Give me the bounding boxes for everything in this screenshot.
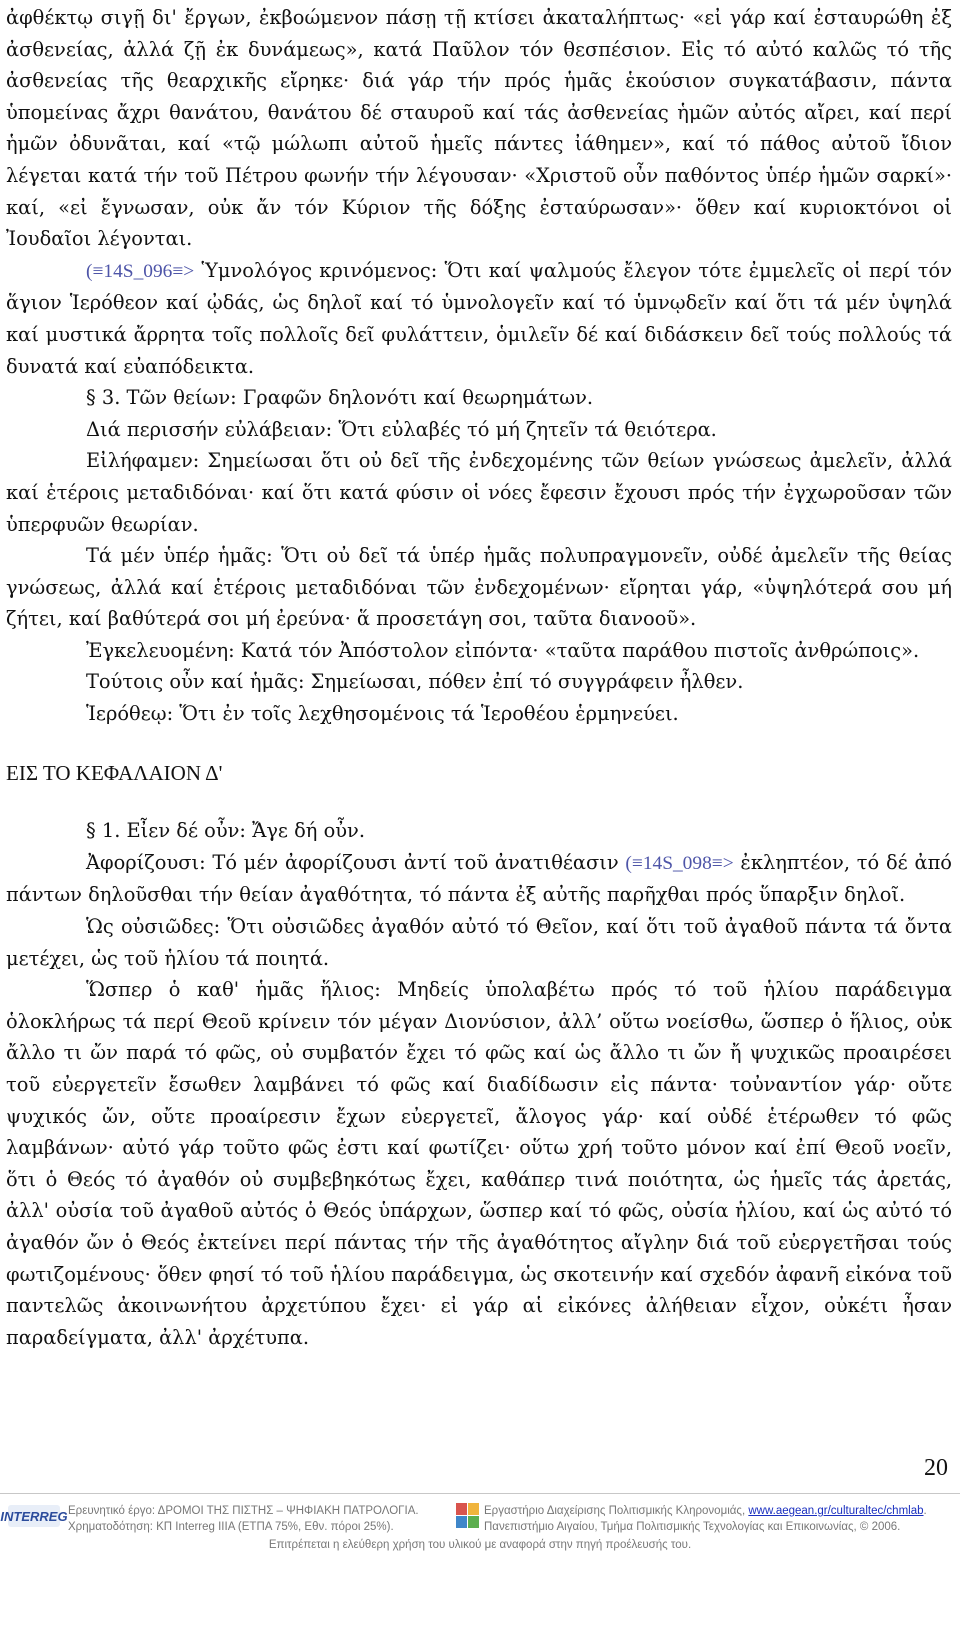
paragraph: Τά μέν ὑπέρ ἡμᾶς: Ὅτι οὐ δεῖ τά ὑπέρ ἡμᾶς πολυπραγμονεῖν, οὐδέ ἀμελεῖν τῆς θείας γνώσεως, ἀλλά καί ἑτέροις μεταδιδόναι τῶν ἐνδεχομένων· εἴρηται γάρ, «ὑψηλότερά σου μή ζήτει, καί βαθύτερά σοι μή ἐρεύνα· ἅ προσετάγη σοι, ταῦτα διανοοῦ». [6,544,952,631]
lab-website-link[interactable]: www.aegean.gr/culturaltec/chmlab [748,1505,924,1517]
interreg-logo: INTERREG [8,1505,60,1527]
footer-project-text: Ερευνητικό έργο: ΔΡΟΜΟΙ ΤΗΣ ΠΙΣΤΗΣ – ΨΗΦΙΑΚΗ ΠΑΤΡΟΛΟΓΙΑ. [68,1505,419,1517]
footer-lab-name: Εργαστήριο Διαχείρισης Πολιτισμικής Κληρονομιάς, [484,1505,749,1517]
reference-marker: (≡14S_096≡> [86,260,195,282]
paragraph: Τούτοις οὖν καί ἡμᾶς: Σημείωσαι, πόθεν ἐπί τό συγγράφειν ἦλθεν. [86,670,744,694]
paragraph: Διά περισσήν εὐλάβειαν: Ὅτι εὐλαβές τό μή ζητεῖν τά θειότερα. [86,417,717,441]
body-text [6,2,952,1353]
paragraph [6,255,952,382]
paragraph-text: Ὑμνολόγος κρινόμενος: Ὅτι καί ψαλμούς ἔλεγον τότε ἐμμελεῖς οἱ περί τόν ἅγιον Ἱερόθεον καί ᾠδάς, ὡς δηλοῖ καί τό ὑμνολογεῖν καί τό ὑμνῳδεῖν καί ὅτι τά μέν ὑψηλά καί μυστικά ἄρρητα τοῖς πολλοῖς δεῖ φυλάττειν, ὁμιλεῖν δέ καί διδάσκειν δεῖ τούς πολλούς τά δυνατά καί εὐαπόδεικτα. [6,258,952,378]
paragraph-text: Ἀφορίζουσι: Τό μέν ἀφορίζουσι ἀντί τοῦ ἀνατιθέασιν [86,850,626,874]
footer [0,1493,960,1647]
footer-funding-text: Χρηματοδότηση: ΚΠ Interreg IIIA (ΕΤΠΑ 75%, Εθν. πόροι 25%). [68,1521,394,1533]
paragraph: Ὡς οὐσιῶδες: Ὅτι οὐσιῶδες ἀγαθόν αὐτό τό Θεῖον, καί ὅτι τοῦ ἀγαθοῦ πάντα τά ὄντα μετέχει, ὡς τοῦ ἡλίου τά ποιητά. [6,915,952,970]
chapter-heading: ΕΙΣ ΤΟ ΚΕΦΑΛΑΙΟΝ Δ' [6,760,223,785]
paragraph: Ἐγκελευομένη: Κατά τόν Ἀπόστολον εἰπόντα· «ταῦτα παράθου πιστοῖς ἀνθρώποις». [86,638,920,662]
paragraph: Ὥσπερ ὁ καθ' ἡμᾶς ἥλιος: Μηδείς ὑπολαβέτω πρός τό τοῦ ἡλίου παράδειγμα ὁλοκλήρως τά περί Θεοῦ κρίνειν τόν μέγαν Διονύσιον, ἀλλ’ οὕτω νοείσθω, ὥσπερ ὁ ἥλιος, οὐκ ἄλλο τι ὤν παρά τό φῶς, οὐ συμβατόν ἔχει τό φῶς καί ὡς ἄλλο τι ὤν ἤ ψυχικῶς προαιρέσει τοῦ εὐεργετεῖν ἔσωθεν λαμβάνει τό φῶς καί διαδίδωσιν εἰς πάντα· τοὐναντίον γάρ· οὔτε ψυχικός ὤν, οὔτε προαίρεσιν ἔχων εὐεργετεῖ, ἄλογος γάρ· καί οὐδέ ἑτέρωθεν τό φῶς λαμβάνων· αὐτό γάρ τοῦτο φῶς ἐστι καί φωτίζει· οὕτω χρή τοῦτο μόνον καί ἐπί Θεοῦ νοεῖν, ὅτι ὁ Θεός τό ἀγαθόν οὐ συμβεβηκότως ἔχει, καθάπερ τινά ποιότητα, ὡς ἡμεῖς τάς ἀρετάς, ἀλλ' οὐσία τοῦ ἀγαθοῦ αὐτός ὁ Θεός ὑπάρχων, ὥσπερ καί τό φῶς, οὐσία ἡλίου, καί ὡς αὐτό τό ἀγαθόν ὤν ὁ Θεός ἐκτείνει περί πάντας τήν τῆς ἀγαθότητος αἴγλην διά τοῦ εὐεργετῆσαι τούς φωτιζομένους· ὅθεν φησί τό τοῦ ἡλίου παράδειγμα, ὡς σκοτεινήν καί σχεδόν ἀφανῆ εἰκόνα τοῦ παντελῶς ἀκοινωνήτου ἀρχετύπου ἔχει· εἰ γάρ αἱ εἰκόνες ἀλήθειαν εἶχον, οὐκέτι ἦσαν παραδείγματα, ἀλλ' ἀρχέτυπα. [6,978,952,1349]
paragraph [6,847,952,911]
lab-logo-icon [456,1503,480,1529]
reference-marker: (≡14S_098≡> [625,852,734,874]
footer-university-text: Πανεπιστήμιο Αιγαίου, Τμήμα Πολιτισμικής Τεχνολογίας και Επικοινωνίας, © 2006. [484,1521,901,1533]
page-number: 20 [924,1455,948,1481]
footer-lab-period: . [923,1505,927,1517]
paragraph: Εἰλήφαμεν: Σημείωσαι ὅτι οὐ δεῖ τῆς ἐνδεχομένης τῶν θείων γνώσεως ἀμελεῖν, ἀλλά καί ἑτέροις μεταδιδόναι· καί ὅτι κατά φύσιν οἱ νόες ἔφεσιν ἔχουσι πρός τήν ἐγχωροῦσαν τῶν ὑπερφυῶν θεωρίαν. [6,449,952,536]
paragraph-text: ἐκληπτέον, τό δέ ἀπό πάντων δηλοῦσθαι τήν θείαν ἀγαθότητα, τό πάντα ἐξ αὐτῆς παρῆχθαι πρός ὕπαρξιν δηλοῖ. [6,850,952,907]
footer-license-text: Επιτρέπεται η ελεύθερη χρήση του υλικού με αναφορά στην πηγή προέλευσής του. [268,1539,692,1551]
paragraph: § 3. Τῶν θείων: Γραφῶν δηλονότι καί θεωρημάτων. [86,386,594,410]
paragraph: Ἱερόθεῳ: Ὅτι ἐν τοῖς λεχθησομένοις τά Ἱεροθέου ἑρμηνεύει. [86,702,679,726]
footer-lab-text [484,1503,927,1519]
paragraph: ἀφθέκτῳ σιγῇ δι' ἔργων, ἐκβοώμενον πάσῃ τῇ κτίσει ἀκαταλήπτως· «εἰ γάρ καί ἐσταυρώθη ἐξ ἀσθενείας, ἀλλά ζῇ ἐκ δυνάμεως», κατά Παῦλον τόν θεσπέσιον. Εἰς τό αὐτό καλῶς τό τῆς ἀσθενείας τῆς θεαρχικῆς εἴρηκε· διά γάρ τήν πρός ἡμᾶς ἑκούσιον συγκατάβασιν, πάντα ὑπομείνας ἄχρι θανάτου, θανάτου δέ σταυροῦ καί τάς ἀσθενείας ἡμῶν αὐτός αἴρει, καί περί ἡμῶν ὀδυνᾶται, καί «τῷ μώλωπι αὐτοῦ ἡμεῖς πάντες ἰάθημεν», καί τό πάθος αὐτοῦ ἴδιον λέγεται κατά τήν τοῦ Πέτρου φωνήν τήν λέγουσαν· «Χριστοῦ οὖν παθόντος ὑπέρ ἡμῶν σαρκί»· καί, «εἰ ἔγνωσαν, οὐκ ἄν τόν Κύριον τῆς δόξης ἐσταύρωσαν»· ὅθεν καί κυριοκτόνοι οἱ Ἰουδαῖοι λέγονται. [6,6,952,251]
paragraph: § 1. Εἶεν δέ οὖν: Ἄγε δή οὖν. [86,819,366,843]
